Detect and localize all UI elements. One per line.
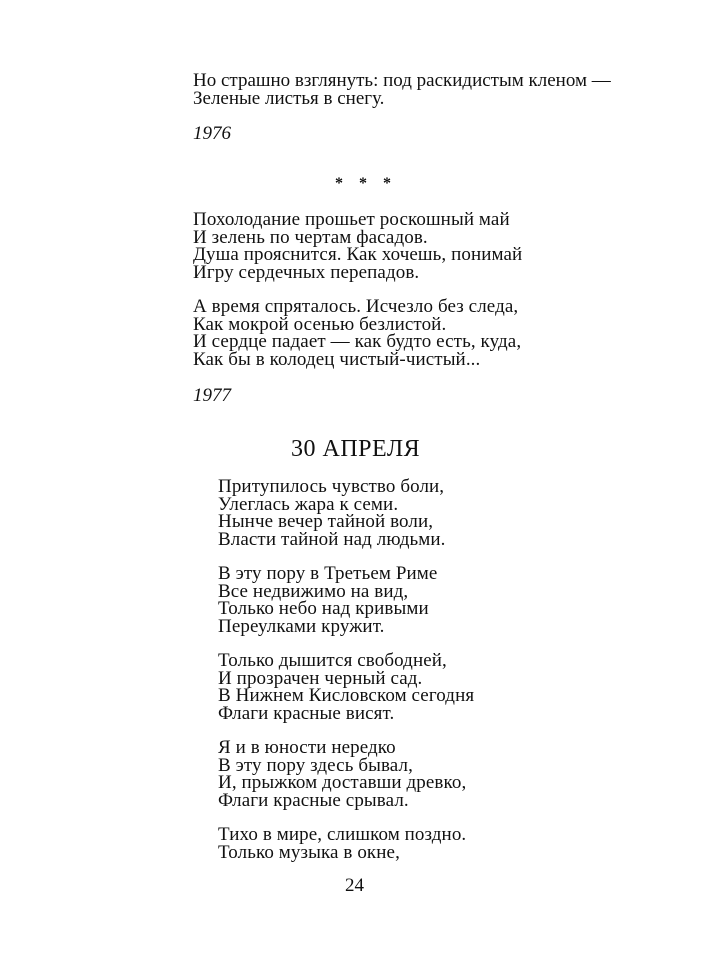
poem-line: И сердце падает — как будто есть, куда, bbox=[193, 331, 522, 353]
page-number: 24 bbox=[345, 875, 364, 896]
previous-poem-ending bbox=[193, 72, 611, 107]
poem-stanza bbox=[218, 652, 474, 722]
poem-line: И зелень по чертам фасадов. bbox=[193, 226, 428, 248]
poem-line: Нынче вечер тайной воли, bbox=[218, 511, 434, 533]
poem-title: 30 АПРЕЛЯ bbox=[291, 436, 421, 462]
poem-line: В эту пору в Третьем Риме bbox=[218, 563, 438, 584]
poem-line: И, прыжком доставши древко, bbox=[218, 772, 467, 794]
poem-line: Только дышится свободней, bbox=[218, 650, 447, 671]
poem-line: Но страшно взглянуть: под раскидистым кленом — bbox=[193, 70, 611, 91]
poem-line: И прозрачен черный сад. bbox=[218, 667, 423, 689]
poem-line: Только музыка в окне, bbox=[218, 841, 400, 863]
poem-line: Власти тайной над людьми. bbox=[218, 528, 446, 550]
poem-line: В эту пору здесь бывал, bbox=[218, 754, 413, 776]
poem-stanza bbox=[218, 826, 466, 861]
poem-line: Похолодание прошьет роскошный май bbox=[193, 209, 510, 230]
poem-line: А время спряталось. Исчезло без следа, bbox=[193, 296, 519, 317]
poem-stanza bbox=[218, 478, 445, 548]
poem-stanza bbox=[218, 739, 466, 809]
poem-stanza bbox=[193, 298, 521, 368]
poem-line: Улеглась жара к семи. bbox=[218, 493, 399, 515]
poem-year: 1977 bbox=[193, 385, 231, 406]
poem-line: Флаги красные срывал. bbox=[218, 789, 409, 811]
poem-line: Тихо в мире, слишком поздно. bbox=[218, 824, 467, 845]
untitled-poem-mark: * * * bbox=[335, 175, 397, 192]
poem-line: Как бы в колодец чистый-чистый... bbox=[193, 348, 481, 370]
poem-year: 1976 bbox=[193, 123, 231, 144]
poem-line: Душа прояснится. Как хочешь, понимай bbox=[193, 244, 523, 266]
poem-line: Зеленые листья в снегу. bbox=[193, 87, 385, 109]
poem-line: Все недвижимо на вид, bbox=[218, 580, 409, 602]
poem-stanza bbox=[193, 211, 522, 281]
poem-stanza bbox=[218, 565, 437, 635]
poem-line: В Нижнем Кисловском сегодня bbox=[218, 685, 475, 707]
poem-line: Только небо над кривыми bbox=[218, 598, 429, 620]
poem-line: Игру сердечных перепадов. bbox=[193, 261, 420, 283]
poem-line: Я и в юности нередко bbox=[218, 737, 396, 758]
poem-line: Как мокрой осенью безлистой. bbox=[193, 313, 447, 335]
poem-line: Переулками кружит. bbox=[218, 615, 385, 637]
poem-line: Притупилось чувство боли, bbox=[218, 476, 445, 497]
poem-line: Флаги красные висят. bbox=[218, 702, 395, 724]
